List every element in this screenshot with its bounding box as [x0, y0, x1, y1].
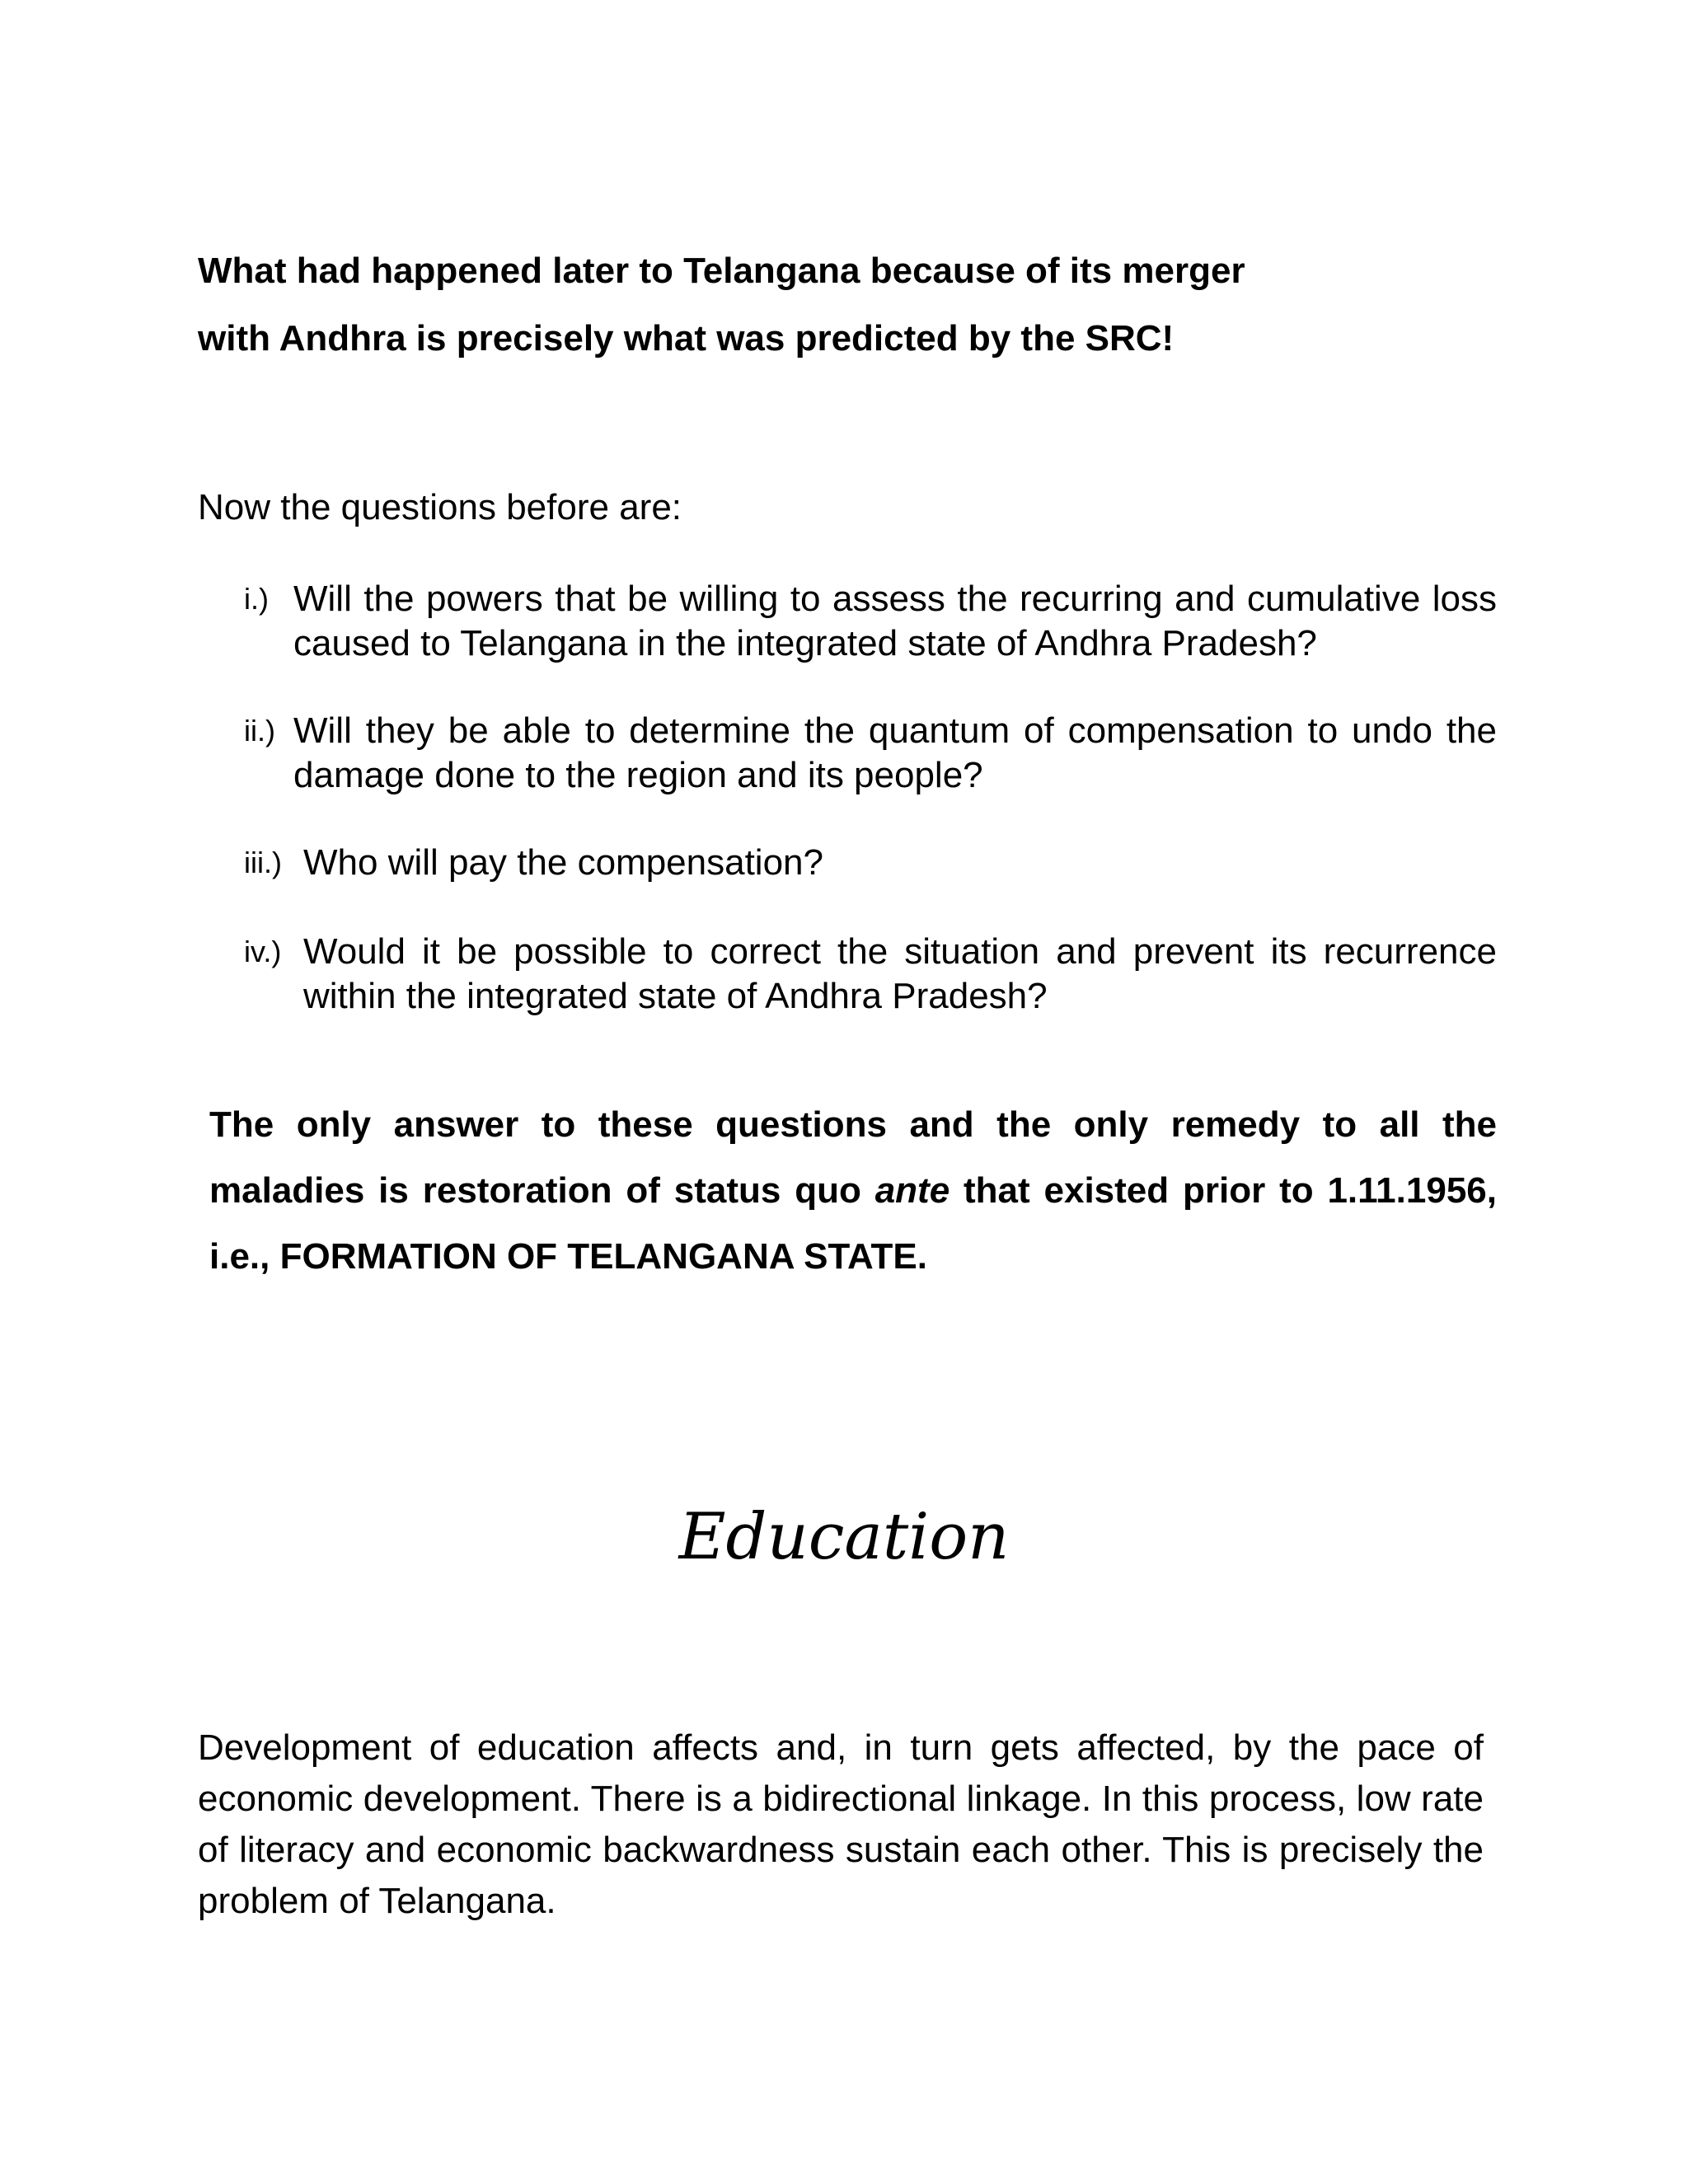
lead-line-1: What had happened later to Telangana because of its merger — [198, 251, 1245, 291]
lead-line-2: with Andhra is precisely what was predicted by the SRC! — [198, 318, 1175, 359]
section-heading: Education — [678, 1500, 1010, 1574]
question-number: i.) — [244, 582, 269, 616]
question-text: Who will pay the compensation? — [303, 842, 823, 883]
question-number: ii.) — [244, 714, 275, 748]
question-item — [244, 841, 1497, 885]
lead-statement — [198, 237, 1517, 373]
education-paragraph: Development of education affects and, in turn gets affected, by the pace of economic development. There is a bidirectional linkage. In this process, low rate of literacy and economic backwardness sustain each other. This is precisely the problem of Telangana. — [198, 1727, 1484, 1921]
answer-text-part-2: that existed prior to 1.11.1956, i.e., FORMATION OF TELANGANA STATE. — [209, 1170, 1497, 1277]
question-text: Will the powers that be willing to assess the recurring and cumulative loss caused to Telangana in the integrated state of Andhra Pradesh? — [293, 579, 1497, 663]
answer-italic-term: ante — [874, 1170, 950, 1211]
question-number: iii.) — [244, 846, 282, 879]
answer-text-part-1: The only answer to these questions and the only remedy to all the maladies is restoration of status quo — [209, 1104, 1497, 1211]
question-item — [244, 577, 1497, 666]
question-item — [244, 709, 1497, 798]
question-number: iv.) — [244, 935, 282, 968]
question-item — [244, 930, 1497, 1019]
question-text: Will they be able to determine the quantum of compensation to undo the damage done to the region and its people? — [293, 710, 1497, 795]
questions-intro: Now the questions before are: — [198, 487, 682, 527]
answer-paragraph — [209, 1092, 1497, 1290]
question-text: Would it be possible to correct the situation and prevent its recurrence within the integrated state of Andhra Pradesh? — [303, 931, 1497, 1016]
